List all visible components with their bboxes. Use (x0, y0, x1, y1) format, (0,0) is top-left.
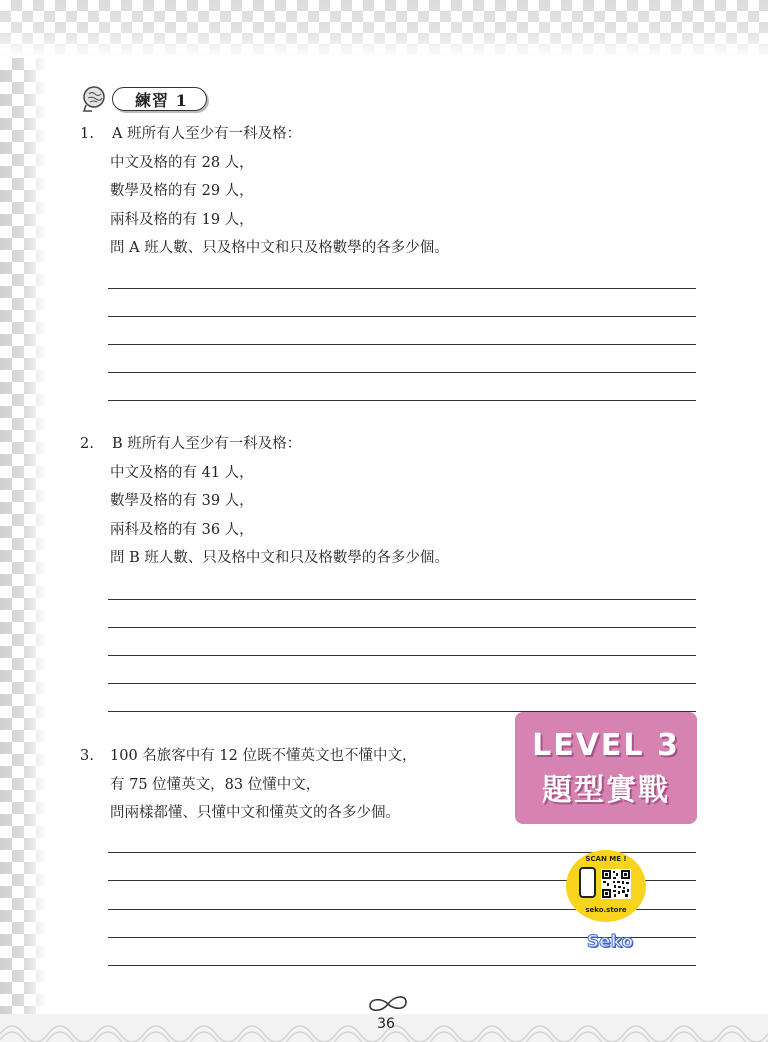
question-line: 問 B 班人數、只及格中文和只及格數學的各多少個。 (110, 550, 449, 566)
seko-logo: Seko (586, 932, 634, 952)
question-line: 中文及格的有 41 人， (110, 464, 254, 481)
infinity-ornament-icon (366, 990, 410, 1014)
answer-line (108, 627, 696, 628)
exercise-title: 練習 1 (112, 87, 207, 111)
question-line: 有 75 位懂英文，83 位懂中文， (110, 776, 321, 793)
top-border-fade (0, 0, 768, 58)
answer-line (108, 655, 696, 656)
qr-code-icon[interactable] (601, 869, 631, 899)
question-line: 100 名旅客中有 12 位既不懂英文也不懂中文， (110, 748, 417, 764)
answer-line (108, 683, 696, 684)
level-badge (515, 712, 697, 824)
question-line: 問兩樣都懂、只懂中文和懂英文的各多少個。 (110, 805, 400, 821)
left-border-fade (0, 58, 46, 1018)
answer-line (108, 599, 696, 600)
page-number: 36 (377, 1016, 395, 1032)
question-line: 兩科及格的有 36 人， (110, 521, 254, 538)
question-line: 兩科及格的有 19 人， (110, 211, 254, 228)
answer-line (108, 316, 696, 317)
answer-line (108, 288, 696, 289)
brain-icon (78, 85, 108, 113)
question-number: 1. (80, 126, 94, 142)
scan-me-label: SCAN ME ! (585, 855, 627, 863)
section-header (78, 84, 207, 114)
question-line: 中文及格的有 28 人， (110, 154, 254, 171)
question-number: 2. (80, 436, 94, 452)
level-subtitle: 題型實戰 (542, 772, 670, 808)
question-line: 問 A 班人數、只及格中文和只及格數學的各多少個。 (110, 240, 449, 256)
answer-line (108, 965, 696, 966)
store-label: seko.store (585, 906, 627, 914)
answer-line (108, 372, 696, 373)
phone-icon (579, 867, 596, 898)
question-line: B 班所有人至少有一科及格： (112, 436, 302, 452)
answer-line (108, 400, 696, 401)
question-number: 3. (80, 748, 94, 764)
question-line: 數學及格的有 29 人， (110, 183, 254, 199)
level-label: LEVEL 3 (532, 727, 680, 763)
question-line: A 班所有人至少有一科及格： (112, 126, 302, 142)
question-line: 數學及格的有 39 人， (110, 493, 254, 509)
answer-line (108, 344, 696, 345)
